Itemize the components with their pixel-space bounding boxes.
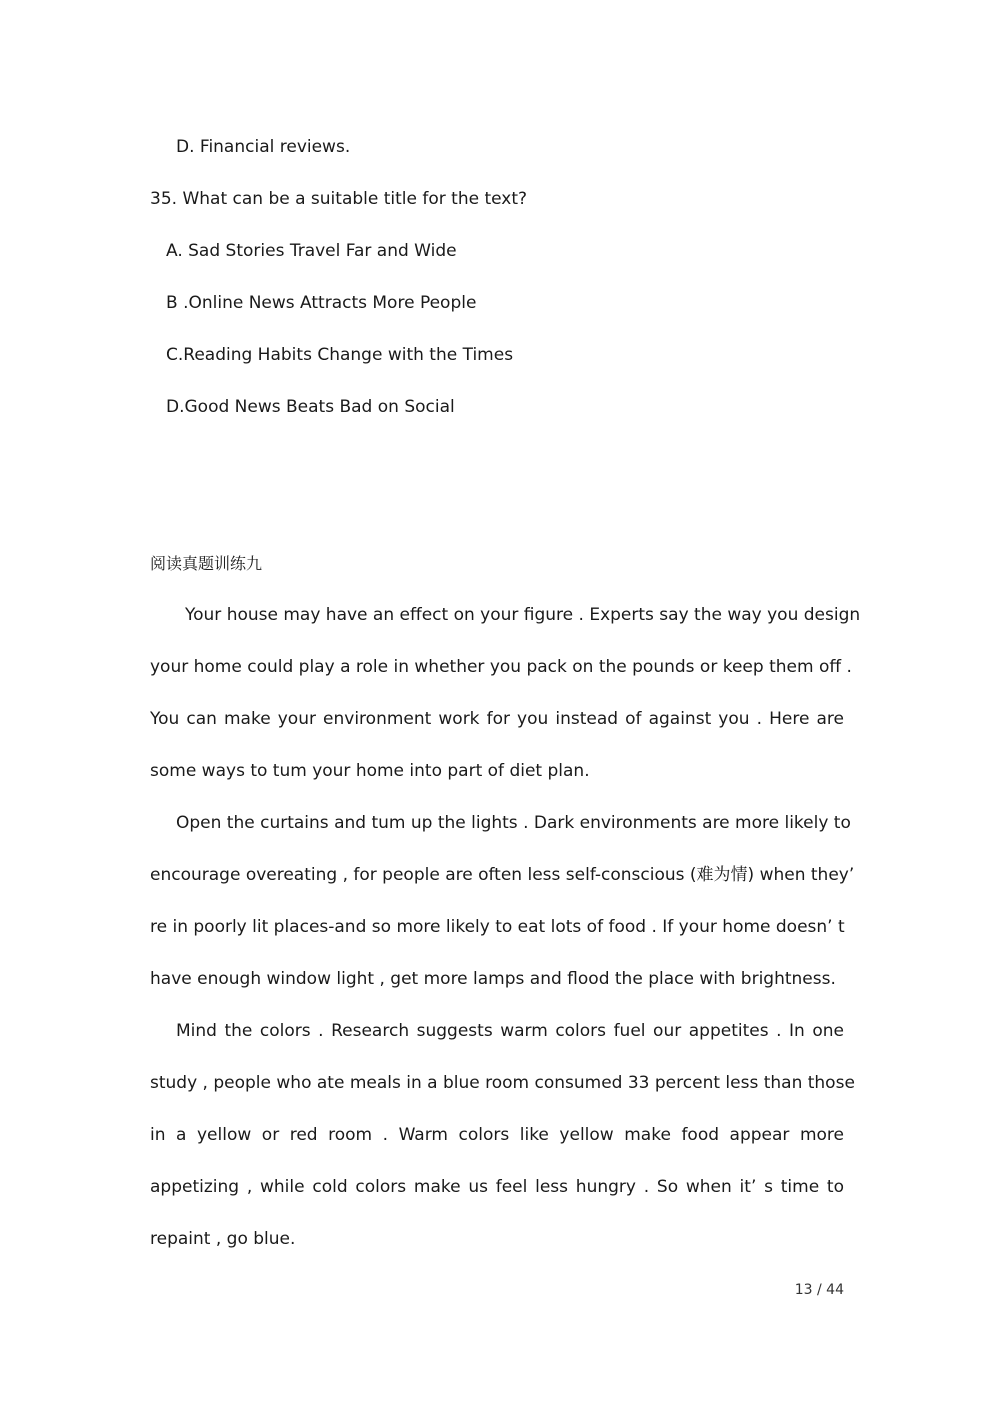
paragraph-line: re in poorly lit places-and so more likely to eat lots of food . If your home doesn’ t	[150, 917, 845, 937]
question-35-option-a: A. Sad Stories Travel Far and Wide	[166, 241, 457, 261]
option-d-prev-question: D. Financial reviews.	[176, 137, 351, 157]
question-35-stem: 35. What can be a suitable title for the text?	[150, 189, 528, 209]
question-35-option-d: D.Good News Beats Bad on Social	[166, 397, 455, 417]
paragraph-line: some ways to tum your home into part of diet plan.	[150, 761, 590, 781]
paragraph-line: Mind the colors . Research suggests warm colors fuel our appetites . In one	[176, 1021, 844, 1041]
paragraph-line: have enough window light , get more lamps and flood the place with brightness.	[150, 969, 836, 989]
paragraph-line: study , people who ate meals in a blue room consumed 33 percent less than those	[150, 1073, 855, 1093]
paragraph-line: appetizing , while cold colors make us feel less hungry . So when it’ s time to	[150, 1177, 844, 1197]
paragraph-line: Open the curtains and tum up the lights . Dark environments are more likely to	[176, 813, 851, 833]
section-title: 阅读真题训练九	[150, 554, 263, 573]
paragraph-line: You can make your environment work for you instead of against you . Here are	[150, 709, 844, 729]
page-number: 13 / 44	[794, 1282, 844, 1298]
question-35-option-c: C.Reading Habits Change with the Times	[166, 345, 514, 365]
paragraph-line: your home could play a role in whether you pack on the pounds or keep them off .	[150, 657, 852, 677]
paragraph-line: Your house may have an effect on your figure . Experts say the way you design	[185, 605, 861, 625]
paragraph-line: in a yellow or red room . Warm colors like yellow make food appear more	[150, 1125, 844, 1145]
question-35-option-b: B .Online News Attracts More People	[166, 293, 477, 313]
paragraph-line: encourage overeating , for people are often less self-conscious (难为情) when they’	[150, 865, 855, 885]
paragraph-line: repaint , go blue.	[150, 1229, 296, 1249]
